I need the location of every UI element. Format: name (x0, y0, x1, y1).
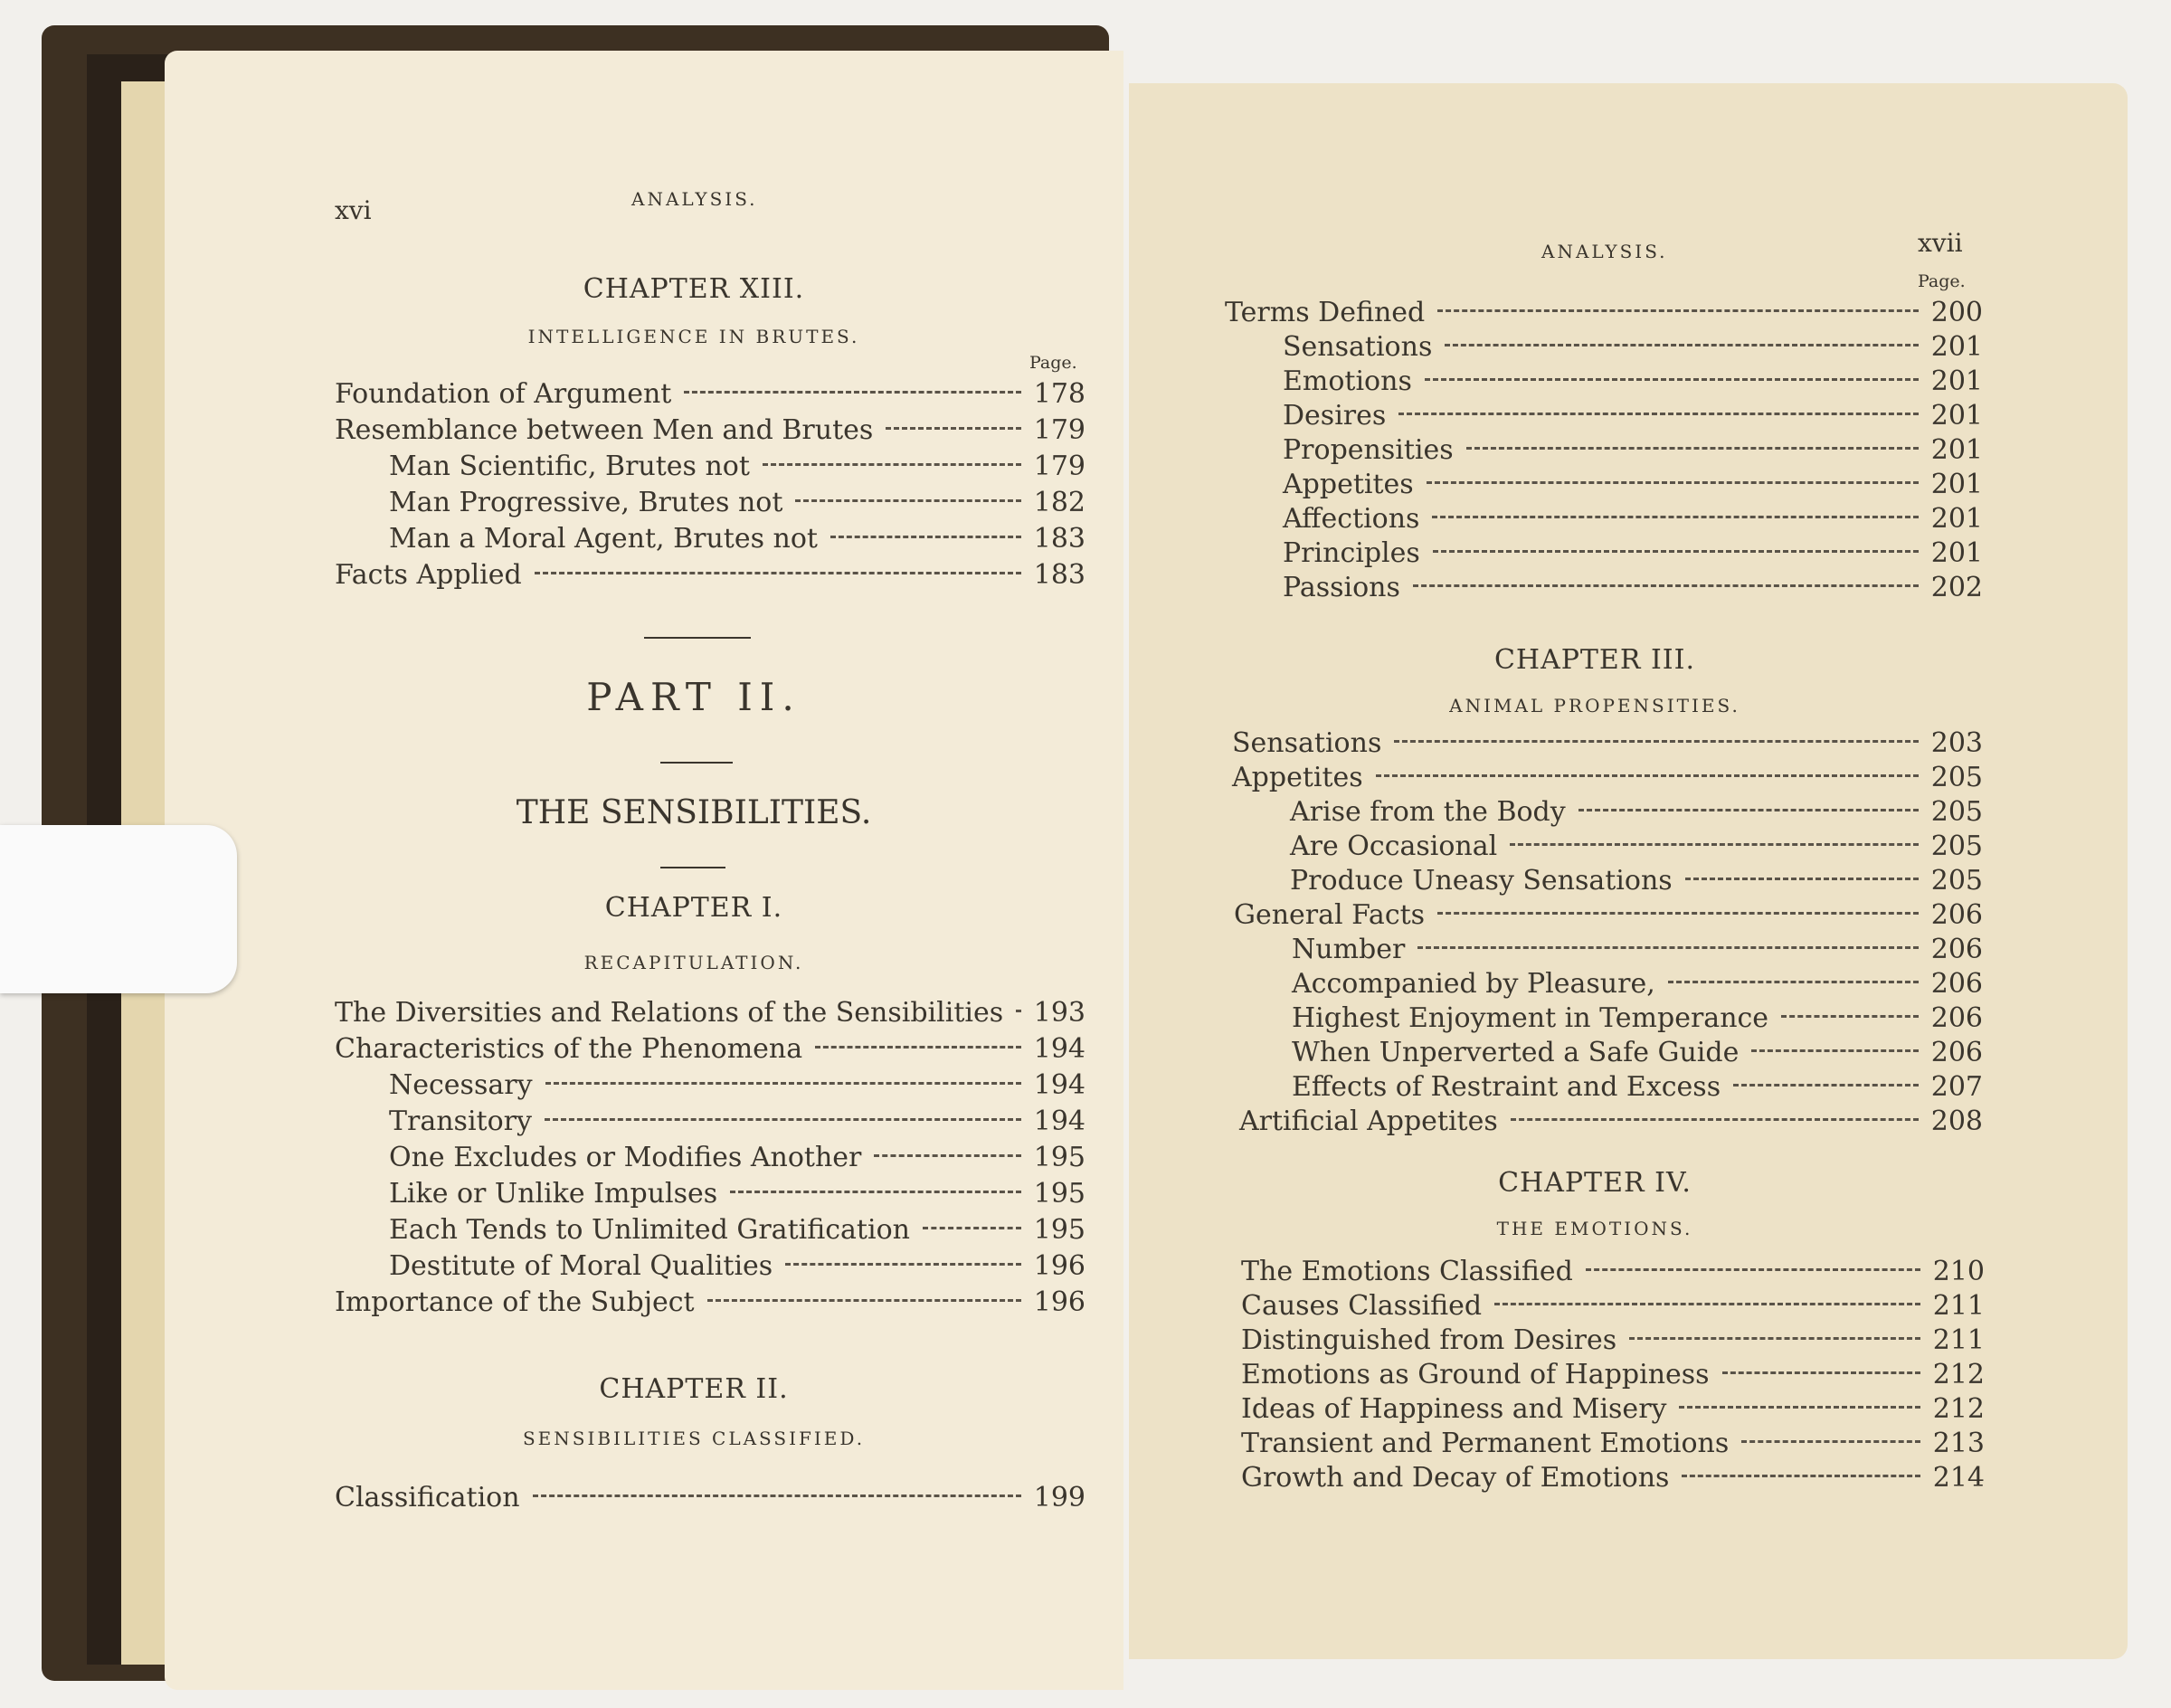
page-number: xvii (1918, 228, 1963, 258)
toc-entry[interactable] (335, 1033, 1086, 1068)
dot-leader (1733, 1084, 1919, 1086)
dot-leader (1433, 550, 1919, 553)
entry-label: Ideas of Happiness and Misery (1241, 1393, 1667, 1425)
entry-page: 201 (1930, 331, 1983, 363)
dot-leader (730, 1191, 1021, 1193)
entry-label: Man Scientific, Brutes not (389, 451, 750, 482)
entry-page: 183 (1033, 559, 1086, 591)
entry-label: Each Tends to Unlimited Gratification (389, 1214, 910, 1246)
chapter-title: CHAPTER III. (1493, 644, 1696, 676)
entry-label: When Unperverted a Safe Guide (1292, 1037, 1740, 1068)
toc-entry[interactable] (1290, 796, 1983, 830)
entry-page: 194 (1033, 1033, 1086, 1065)
toc-entry[interactable] (335, 1286, 1086, 1321)
entry-label: General Facts (1234, 899, 1426, 931)
toc-entry[interactable] (1283, 434, 1983, 469)
toc-entry[interactable] (389, 1250, 1086, 1285)
page-number: xvi (335, 195, 372, 225)
dot-leader (1445, 344, 1918, 346)
entry-label: Passions (1283, 572, 1400, 603)
running-head: ANALYSIS. (1541, 241, 1668, 262)
entry-page: 210 (1932, 1256, 1985, 1287)
entry-page: 179 (1033, 414, 1086, 446)
entry-label: The Diversities and Relations of the Sensibilities (335, 997, 1004, 1029)
part-title: PART II. (586, 675, 801, 719)
toc-entry[interactable] (389, 1142, 1086, 1176)
entry-page: 201 (1930, 503, 1983, 535)
entry-page: 196 (1033, 1250, 1086, 1282)
entry-label: Man a Moral Agent, Brutes not (389, 523, 818, 555)
chapter-title: CHAPTER IV. (1498, 1167, 1692, 1199)
chapter-subtitle: INTELLIGENCE IN BRUTES. (527, 326, 860, 347)
toc-entry[interactable] (335, 378, 1086, 413)
toc-entry[interactable] (335, 559, 1086, 593)
dot-leader (535, 572, 1021, 574)
entry-page: 178 (1033, 378, 1086, 410)
entry-label: Facts Applied (335, 559, 522, 591)
entry-label: Transient and Permanent Emotions (1241, 1428, 1730, 1459)
toc-entry[interactable] (1234, 899, 1983, 934)
toc-entry[interactable] (1241, 1290, 1985, 1324)
toc-entry[interactable] (389, 487, 1086, 521)
dot-leader (1417, 946, 1918, 949)
toc-entry[interactable] (1290, 865, 1983, 899)
toc-entry[interactable] (389, 1214, 1086, 1248)
toc-entry[interactable] (1283, 400, 1983, 434)
dot-leader (1741, 1440, 1920, 1443)
dot-leader (1432, 516, 1918, 518)
entry-label: Growth and Decay of Emotions (1241, 1462, 1670, 1494)
entry-label: Number (1292, 934, 1406, 965)
toc-entry[interactable] (1241, 1393, 1985, 1428)
entry-label: Arise from the Body (1290, 796, 1566, 828)
entry-label: Are Occasional (1290, 830, 1498, 862)
dot-leader (1494, 1303, 1920, 1305)
toc-entry[interactable] (335, 1482, 1086, 1516)
entry-page: 206 (1930, 934, 1983, 965)
entry-page: 195 (1033, 1142, 1086, 1173)
toc-entry[interactable] (1292, 1037, 1983, 1071)
entry-page: 194 (1033, 1105, 1086, 1137)
chapter-title: CHAPTER XIII. (583, 273, 805, 305)
right-page (1129, 83, 2128, 1659)
dot-leader (1629, 1337, 1920, 1340)
dot-leader (874, 1154, 1020, 1157)
dot-leader (545, 1082, 1021, 1085)
entry-page: 208 (1930, 1105, 1983, 1137)
toc-entry[interactable] (335, 414, 1086, 449)
toc-entry[interactable] (1225, 297, 1983, 331)
bookmark-tab[interactable] (0, 825, 237, 993)
entry-page: 212 (1932, 1359, 1985, 1390)
dot-leader (1425, 378, 1919, 381)
toc-entry[interactable] (1283, 365, 1983, 400)
dot-leader (923, 1227, 1021, 1229)
entry-page: 214 (1932, 1462, 1985, 1494)
chapter-title: CHAPTER II. (599, 1373, 789, 1405)
dot-leader (1781, 1015, 1919, 1018)
entry-label: Importance of the Subject (335, 1286, 695, 1318)
dot-leader (1679, 1406, 1920, 1409)
entry-label: Desires (1283, 400, 1387, 432)
dot-leader (1427, 481, 1919, 484)
entry-label: Propensities (1283, 434, 1454, 466)
entry-page: 203 (1930, 727, 1983, 759)
dot-leader (1685, 878, 1919, 880)
dot-leader (1668, 981, 1919, 983)
entry-page: 211 (1932, 1324, 1985, 1356)
dot-leader (1510, 843, 1919, 846)
toc-entry[interactable] (1232, 762, 1983, 796)
entry-page: 179 (1033, 451, 1086, 482)
toc-entry[interactable] (1283, 537, 1983, 572)
entry-page: 194 (1033, 1069, 1086, 1101)
dot-leader (785, 1263, 1021, 1266)
entry-page: 201 (1930, 434, 1983, 466)
entry-label: Sensations (1232, 727, 1382, 759)
entry-page: 212 (1932, 1393, 1985, 1425)
entry-page: 205 (1930, 796, 1983, 828)
chapter-title: CHAPTER I. (604, 892, 783, 924)
entry-page: 200 (1930, 297, 1983, 328)
entry-page: 202 (1930, 572, 1983, 603)
entry-page: 211 (1932, 1290, 1985, 1322)
entry-page: 201 (1930, 537, 1983, 569)
dot-leader (1682, 1475, 1920, 1477)
dot-leader (1751, 1049, 1918, 1052)
dot-leader (1394, 740, 1918, 743)
divider-rule (660, 762, 733, 764)
entry-label: Destitute of Moral Qualities (389, 1250, 773, 1282)
dot-leader (1398, 413, 1918, 415)
entry-label: Like or Unlike Impulses (389, 1178, 718, 1210)
entry-page: 205 (1930, 830, 1983, 862)
dot-leader (1016, 1010, 1021, 1012)
toc-entry[interactable] (389, 451, 1086, 485)
dot-leader (707, 1299, 1021, 1302)
entry-page: 205 (1930, 865, 1983, 897)
entry-label: Appetites (1232, 762, 1363, 793)
dot-leader (1586, 1268, 1920, 1271)
dot-leader (886, 427, 1020, 430)
section-title: THE SENSIBILITIES. (516, 794, 872, 831)
entry-label: Terms Defined (1225, 297, 1426, 328)
chapter-subtitle: ANIMAL PROPENSITIES. (1449, 695, 1740, 716)
toc-entry[interactable] (1292, 1071, 1983, 1105)
entry-label: Necessary (389, 1069, 533, 1101)
toc-entry[interactable] (1241, 1428, 1985, 1462)
entry-page: 205 (1930, 762, 1983, 793)
dot-leader (1437, 912, 1919, 915)
entry-label: Effects of Restraint and Excess (1292, 1071, 1721, 1103)
toc-entry[interactable] (1241, 1359, 1985, 1393)
page-column-label: Page. (1029, 353, 1077, 373)
entry-label: Characteristics of the Phenomena (335, 1033, 803, 1065)
toc-entry[interactable] (1241, 1256, 1985, 1290)
entry-label: Emotions as Ground of Happiness (1241, 1359, 1710, 1390)
toc-entry[interactable] (335, 997, 1086, 1031)
dot-leader (1376, 774, 1919, 777)
entry-page: 206 (1930, 968, 1983, 1000)
entry-label: Distinguished from Desires (1241, 1324, 1617, 1356)
running-head: ANALYSIS. (631, 188, 758, 210)
entry-page: 193 (1033, 997, 1086, 1029)
toc-entry[interactable] (389, 1178, 1086, 1212)
entry-label: Transitory (389, 1105, 532, 1137)
entry-label: Man Progressive, Brutes not (389, 487, 783, 518)
entry-page: 196 (1033, 1286, 1086, 1318)
entry-label: Causes Classified (1241, 1290, 1483, 1322)
dot-leader (545, 1118, 1021, 1121)
dot-leader (815, 1046, 1021, 1049)
entry-page: 199 (1033, 1482, 1086, 1513)
toc-entry[interactable] (389, 1105, 1086, 1140)
toc-entry[interactable] (1292, 1002, 1983, 1037)
toc-entry[interactable] (1283, 503, 1983, 537)
toc-entry[interactable] (1290, 830, 1983, 865)
dot-leader (763, 463, 1021, 466)
entry-label: Produce Uneasy Sensations (1290, 865, 1673, 897)
entry-page: 183 (1033, 523, 1086, 555)
entry-page: 201 (1930, 365, 1983, 397)
toc-entry[interactable] (389, 1069, 1086, 1104)
entry-label: Appetites (1283, 469, 1414, 500)
chapter-subtitle: SENSIBILITIES CLASSIFIED. (522, 1428, 866, 1449)
entry-page: 201 (1930, 469, 1983, 500)
dot-leader (1466, 447, 1919, 450)
toc-entry[interactable] (389, 523, 1086, 557)
entry-label: Affections (1283, 503, 1420, 535)
entry-label: Highest Enjoyment in Temperance (1292, 1002, 1769, 1034)
dot-leader (1722, 1371, 1920, 1374)
toc-entry[interactable] (1232, 727, 1983, 762)
page-column-label: Page. (1918, 271, 1966, 291)
toc-entry[interactable] (1283, 572, 1983, 606)
toc-entry[interactable] (1283, 331, 1983, 365)
dot-leader (795, 499, 1020, 502)
dot-leader (1511, 1118, 1919, 1121)
entry-label: Artificial Appetites (1239, 1105, 1498, 1137)
entry-label: Principles (1283, 537, 1420, 569)
toc-entry[interactable] (1239, 1105, 1983, 1140)
chapter-subtitle: THE EMOTIONS. (1496, 1218, 1693, 1239)
toc-entry[interactable] (1241, 1324, 1985, 1359)
dot-leader (1578, 809, 1919, 811)
entry-page: 213 (1932, 1428, 1985, 1459)
dot-leader (533, 1494, 1021, 1497)
chapter-subtitle: RECAPITULATION. (583, 952, 804, 973)
toc-entry[interactable] (1241, 1462, 1985, 1496)
entry-page: 195 (1033, 1214, 1086, 1246)
entry-label: Accompanied by Pleasure, (1292, 968, 1655, 1000)
dot-leader (684, 391, 1020, 394)
entry-label: One Excludes or Modifies Another (389, 1142, 862, 1173)
dot-leader (1413, 584, 1919, 587)
entry-page: 201 (1930, 400, 1983, 432)
toc-entry[interactable] (1283, 469, 1983, 503)
entry-page: 182 (1033, 487, 1086, 518)
entry-label: The Emotions Classified (1241, 1256, 1573, 1287)
entry-page: 207 (1930, 1071, 1983, 1103)
entry-page: 195 (1033, 1178, 1086, 1210)
toc-entry[interactable] (1292, 934, 1983, 968)
dot-leader (1437, 309, 1918, 312)
toc-entry[interactable] (1292, 968, 1983, 1002)
entry-label: Resemblance between Men and Brutes (335, 414, 874, 446)
entry-label: Sensations (1283, 331, 1433, 363)
entry-page: 206 (1930, 1037, 1983, 1068)
dot-leader (830, 536, 1021, 538)
entry-page: 206 (1930, 899, 1983, 931)
entry-label: Foundation of Argument (335, 378, 672, 410)
entry-label: Classification (335, 1482, 520, 1513)
entry-page: 206 (1930, 1002, 1983, 1034)
entry-label: Emotions (1283, 365, 1412, 397)
left-page (165, 51, 1123, 1690)
divider-rule (660, 867, 725, 868)
divider-rule (644, 637, 751, 639)
